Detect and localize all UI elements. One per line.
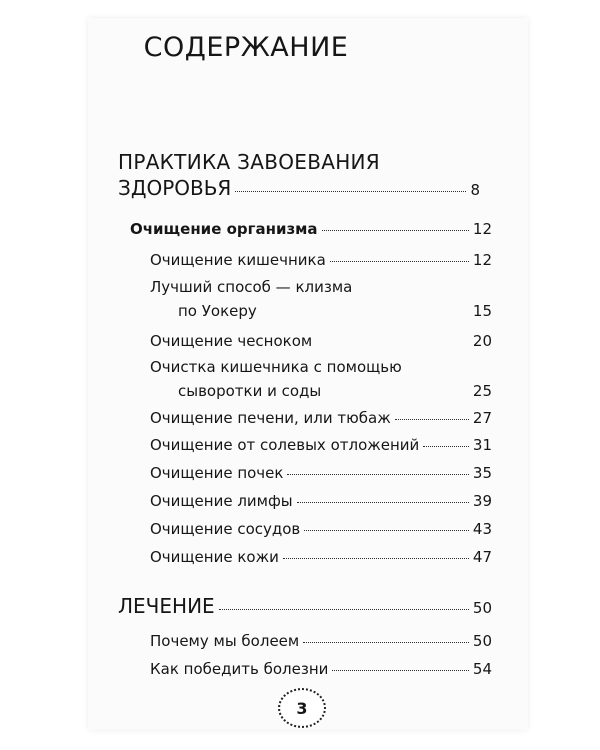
page-ref: 20 [472,332,492,350]
toc-row[interactable] [150,436,492,454]
page-ref: 43 [472,520,492,538]
toc-row-section-treatment[interactable] [118,594,492,618]
dot-leader [287,474,468,475]
toc-row[interactable] [150,492,492,510]
dot-leader [304,530,469,531]
page-ref: 54 [472,660,492,678]
toc-row[interactable] [150,548,492,566]
toc-row[interactable] [150,632,492,650]
page-ref: 35 [472,464,492,482]
toc-item-label: Очищение кишечника [150,251,326,269]
dot-leader [219,609,469,610]
dot-leader [297,502,469,503]
dot-leader [283,558,469,559]
page-ref: 31 [472,436,492,454]
toc-item-label: Очищение лимфы [150,492,293,510]
page-ref: 8 [470,181,480,199]
toc-row[interactable] [150,520,492,538]
toc-row[interactable] [150,332,492,350]
toc-row[interactable] [150,409,492,427]
toc-row[interactable] [178,382,492,400]
toc-item-label: Очищение сосудов [150,520,301,538]
toc-row-section-health[interactable] [118,176,480,200]
toc-row-chapter-cleansing[interactable] [130,220,492,238]
toc-item-label[interactable]: Лучший способ — клизма [150,278,353,296]
section-heading-health: ПРАКТИКА ЗАВОЕВАНИЯ [118,150,380,174]
page-ref: 27 [472,409,492,427]
section-heading-treatment: ЛЕЧЕНИЕ [118,594,215,618]
toc-row[interactable] [178,302,492,320]
page-ref: 15 [472,302,492,320]
page-ref: 47 [472,548,492,566]
page-ref: 25 [472,382,492,400]
dot-leader [322,230,469,231]
page-title: СОДЕРЖАНИЕ [143,32,349,63]
section-heading-health-line2: ЗДОРОВЬЯ [118,176,232,200]
dot-leader [395,419,469,420]
dot-leader [235,191,466,192]
toc-item-label: Очищение чесноком [150,332,313,350]
toc-item-label: Как победить болезни [150,660,329,678]
toc-item-label: Очищение от солевых отложений [150,436,420,454]
toc-item-label-cont: сыворотки и соды [178,382,322,400]
page-ref: 12 [472,251,492,269]
toc-row[interactable] [150,660,492,678]
toc-item-label: Почему мы болеем [150,632,300,650]
dot-leader [330,261,469,262]
dot-leader [423,446,469,447]
page-ref: 39 [472,492,492,510]
toc-item-label[interactable]: Очистка кишечника с помощью [150,358,402,376]
page-number-badge: 3 [278,688,326,728]
toc-item-label: Очищение печени, или тюбаж [150,409,391,427]
toc-row[interactable] [150,251,492,269]
page-ref: 12 [472,220,492,238]
dot-leader [332,670,469,671]
page-ref: 50 [472,599,492,617]
chapter-title: Очищение организма [130,220,318,238]
page-ref: 50 [472,632,492,650]
toc-item-label: Очищение почек [150,464,284,482]
toc-item-label-cont: по Уокеру [178,302,257,320]
toc-row[interactable] [150,464,492,482]
toc-item-label: Очищение кожи [150,548,279,566]
dot-leader [303,642,469,643]
